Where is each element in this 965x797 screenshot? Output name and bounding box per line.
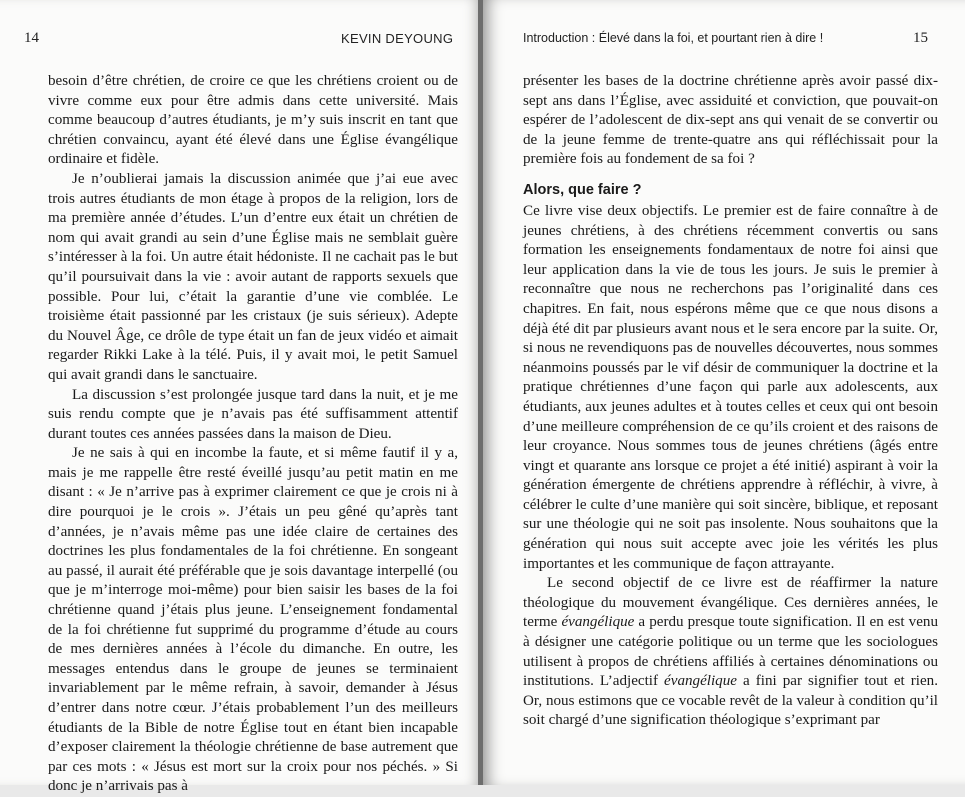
page-number-right: 15 <box>913 30 928 46</box>
page-number-left: 14 <box>24 30 39 46</box>
paragraph: Je n’oublierai jamais la discussion animée que j’ai eue avec trois autres étudiants de mon étage à propos de la religion, lors de ma première année d’études. L’un d’entre eux était un chrétien de nom qui avait grandi au sein d’une Église mais ne semblait guère s’intéresser à la foi. Un autre était hédoniste. Il ne cachait pas le but qu’il poursuivait dans la vie : avoir autant de rapports sexuels que possible. Pour lui, c’était la garantie d’une vie comblée. Le troisième était passionné par les cristaux (je suis sérieux). Adepte du Nouvel Âge, ce drôle de type était un fan de jeux vidéo et aimait regarder Rikki Lake à la télé. Puis, il y avait moi, le petit Samuel qui avait grandi dans le sanctuaire. <box>48 170 458 383</box>
right-page <box>483 0 965 785</box>
paragraph: La discussion s’est prolongée jusque tard dans la nuit, et je me suis rendu compte que je n’avais pas été suffisamment attentif durant toutes ces années passées dans la maison de Dieu. <box>48 386 458 442</box>
paragraph-text: a fini par signifier tout et rien. Or, nous estimons que ce vocable revêt de la valeur à condition qu’il soit chargé d’une signification théologique s’exprimant par <box>523 673 939 729</box>
paragraph: présenter les bases de la doctrine chrétienne après avoir passé dix-sept ans dans l’Église, avec assiduité et conviction, que pouvait-on espérer de l’adolescent de dix-sept ans qui venait de se convertir ou de la jeune femme de trente-quatre ans qui réfléchissait pour la première fois au fondement de sa foi ? <box>523 73 938 168</box>
paragraph: Ce livre vise deux objectifs. Le premier est de faire connaître à de jeunes chrétiens, à des chrétiens récemment convertis ou sans formation les enseignements fondamentaux de notre foi ainsi que leur application dans la vie de tous les jours. Je suis le premier à reconnaître que nous ne recherchons pas l’originalité dans ces chapitres. En fait, nous espérons même que ce que nous disons a déjà été dit par plusieurs avant nous et le sera encore par la suite. Or, si nous ne revendiquons pas de nouvelles découvertes, nous sommes néanmoins poussés par le vif désir de communiquer la doctrine et la pratique chrétiennes d’une façon qui parle aux adolescents, aux étudiants, aux jeunes adultes et à toutes celles et ceux qui ont besoin d’une meilleure compréhension de ce qu’ils croient et des raisons de leur croyance. Nous sommes tous de jeunes chrétiens (âgés entre vingt et quarante ans lorsque ce projet a été initié) aspirant à voir la génération émergente de chrétiens apprendre à réfléchir, à vivre, à célébrer le culte d’une manière qui soit sincère, biblique, et reposant sur une théologie qui ne soit pas insolente. Nous souhaitons que la génération qui nous suit accepte avec joie les vérités les plus importantes et les communique de façon attrayante. <box>523 202 938 572</box>
italic-term: évangélique <box>561 614 635 631</box>
running-head-left: KEVIN DEYOUNG <box>341 31 454 46</box>
italic-term: évangélique <box>664 673 737 690</box>
left-body-text <box>48 72 458 797</box>
running-head-right: Introduction : Élevé dans la foi, et pourtant rien à dire ! <box>523 31 824 45</box>
paragraph-text: a perdu presque toute signification. Il en est venu à désigner une catégorie politique ou un terme que les sociologues utilisent à propos de chrétiens affiliés à certaines dénominations ou institutions. L’adjectif <box>523 614 938 690</box>
paragraph: Je ne sais à qui en incombe la faute, et si même fautif il y a, mais je me rappelle être resté éveillé jusqu’au petit matin en me disant : « Je n’arrive pas à exprimer clairement ce que je crois ni à dire pourquoi je le crois ». J’étais un peu gêné qu’après tant d’années, je n’avais même pas une idée claire de certaines des doctrines les plus fondamentales de la foi chrétienne. En songeant au passé, il aurait été préférable que je sois davantage interpellé (ou que je m’interroge moi-même) pour bien saisir les bases de la foi chrétienne quand j’étais plus jeune. L’enseignement fondamental de la foi chrétienne fut supprimé du programme d’étude au cours de mes dernières années à l’école du dimanche. En outre, les messages entendus dans le groupe de jeunes se terminaient invariablement par le même refrain, à savoir, demander à Jésus d’entrer dans notre cœur. J’étais probablement l’un des meilleurs étudiants de la Bible de notre Église tout en étant bien incapable d’exposer clairement la théologie chrétienne de base autrement que par ces mots : « Jésus est mort sur la croix pour nos péchés. » Si donc je n’arrivais pas à <box>48 445 458 795</box>
paragraph-text: Le second objectif de ce livre est de réaffirmer la nature théologique du mouvement évangélique. Ces dernières années, le terme <box>523 575 938 631</box>
left-page <box>0 0 480 795</box>
right-body-text <box>523 72 938 731</box>
paragraph: besoin d’être chrétien, de croire ce que les chrétiens croient ou de vivre comme eux pour être admis dans cette université. Mais comme beaucoup d’autres étudiants, je m’y suis inscrit en tant que chrétien convaincu, ayant été élevé dans une Église évangélique ordinaire et fidèle. <box>48 73 458 168</box>
section-heading: Alors, que faire ? <box>523 181 642 198</box>
paragraph <box>523 574 938 731</box>
